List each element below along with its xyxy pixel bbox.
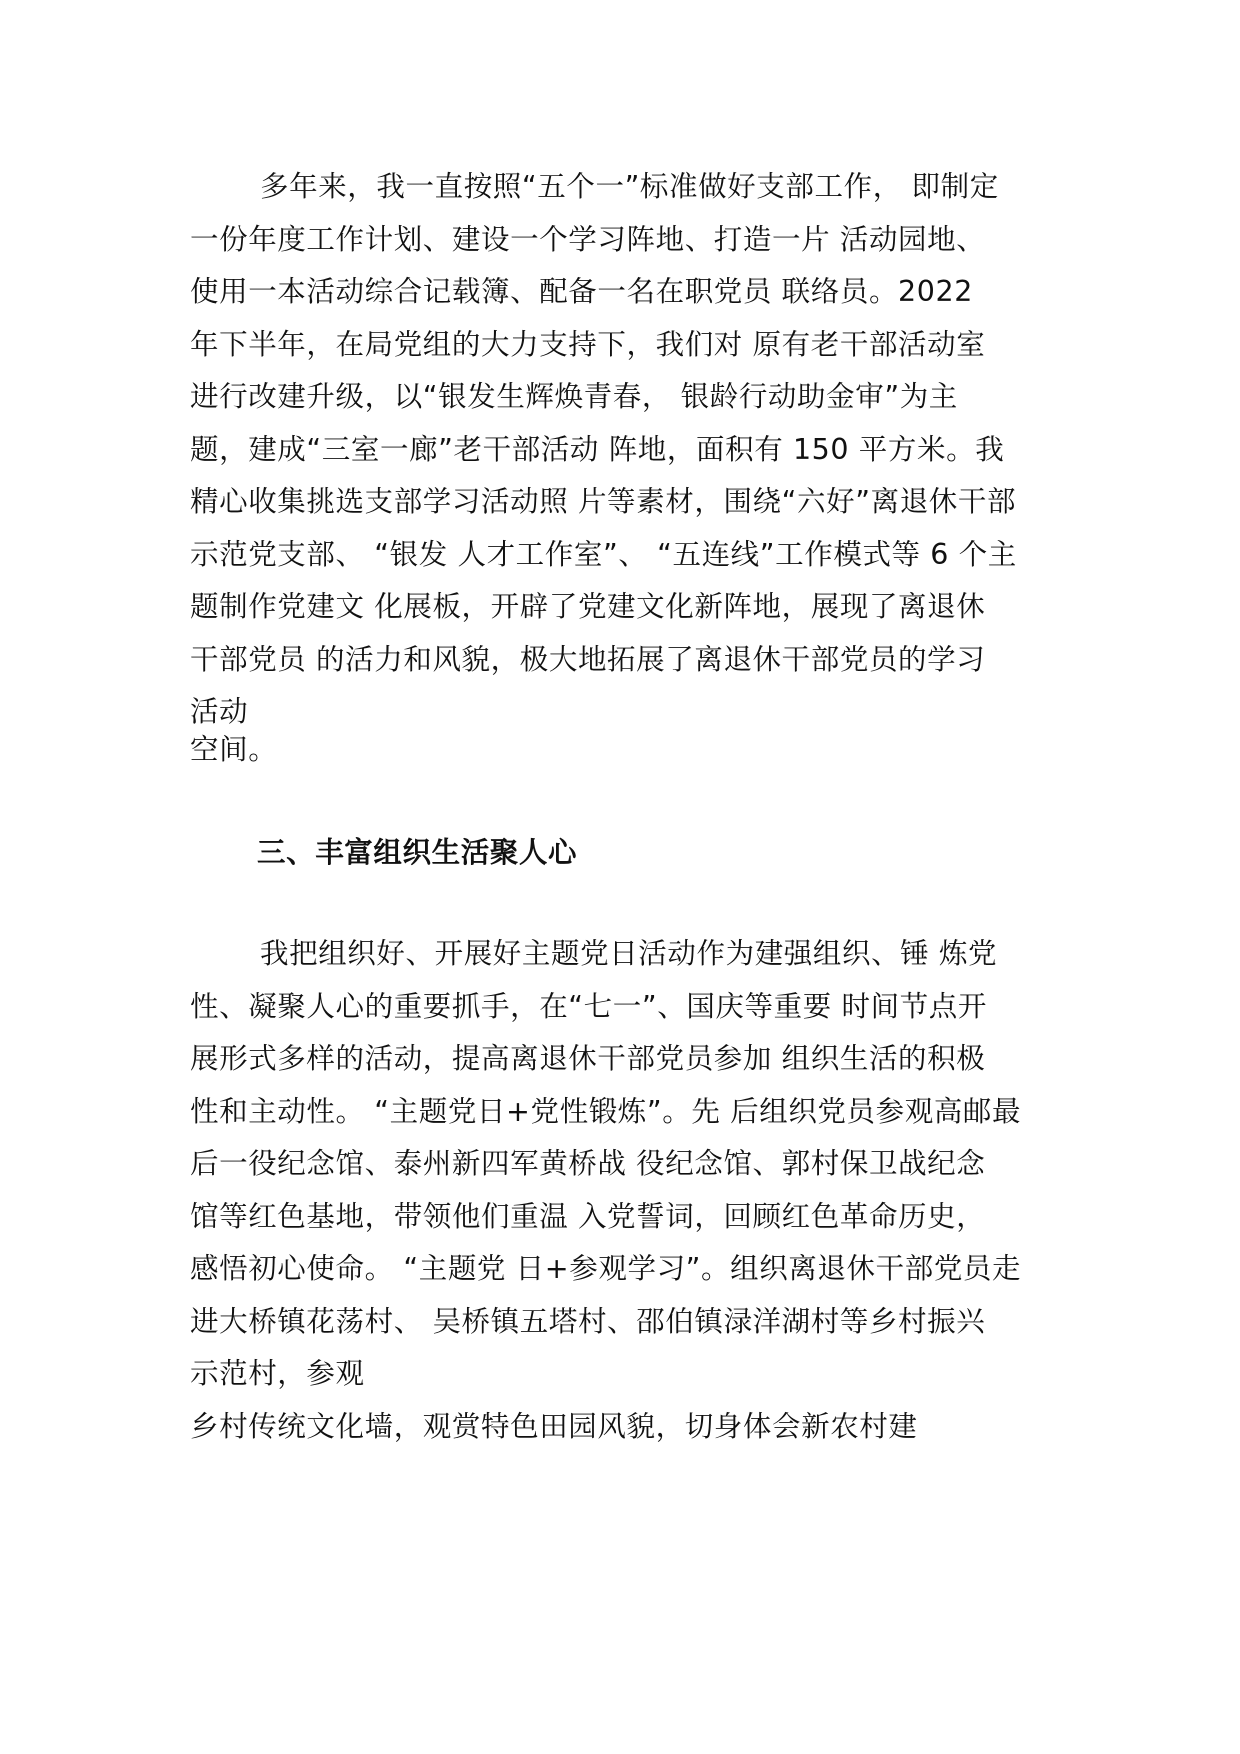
- paragraph-line: 示范村，参观: [190, 1357, 365, 1390]
- paragraph-line: 题，建成“三室一廊”老干部活动 阵地，面积有 150 平方米。我: [190, 432, 1005, 466]
- section-heading: [257, 827, 957, 880]
- paragraph-2: [190, 928, 1070, 1401]
- paragraph-line: 活动: [190, 695, 249, 728]
- paragraph-line: 多年来，我一直按照“五个一”标准做好支部工作， 即制定: [260, 170, 999, 203]
- paragraph-line: 年下半年，在局党组的大力支持下，我们对 原有老干部活动室: [190, 327, 986, 361]
- paragraph-line: 示范党支部、 “银发 人才工作室”、 “五连线”工作模式等 6 个主: [190, 537, 1017, 571]
- paragraph-1: [190, 161, 1070, 739]
- paragraph-line: 空间。: [190, 733, 278, 766]
- paragraph-line: 一份年度工作计划、建设一个学习阵地、打造一片 活动园地、: [190, 222, 986, 256]
- paragraph-line: 性和主动性。 “主题党日+党性锻炼”。先 后组织党员参观高邮最: [190, 1094, 1022, 1128]
- paragraph-line: 进大桥镇花荡村、 吴桥镇五塔村、邵伯镇渌洋湖村等乡村振兴: [190, 1304, 986, 1338]
- paragraph-line: 使用一本活动综合记载簿、配备一名在职党员 联络员。2022: [190, 275, 973, 308]
- paragraph-line: 后一役纪念馆、泰州新四军黄桥战 役纪念馆、郭村保卫战纪念: [190, 1147, 986, 1180]
- paragraph-line: 展形式多样的活动，提高离退休干部党员参加 组织生活的积极: [190, 1042, 986, 1075]
- paragraph-line: 我把组织好、开展好主题党日活动作为建强组织、锤 炼党: [260, 937, 998, 970]
- paragraph-line: 馆等红色基地，带领他们重温 入党誓词，回顾红色革命历史，: [190, 1199, 986, 1233]
- paragraph-line: 乡村传统文化墙，观赏特色田园风貌，切身体会新农村建: [190, 1410, 918, 1443]
- paragraph-line: 精心收集挑选支部学习活动照 片等素材，围绕“六好”离退休干部: [190, 485, 1017, 518]
- section-heading-text: 三、丰富组织生活聚人心: [257, 836, 578, 869]
- paragraph-line: 进行改建升级，以“银发生辉焕青春， 银龄行动助金审”为主: [190, 380, 958, 413]
- paragraph-2-tail: [190, 1401, 1070, 1454]
- paragraph-line: 题制作党建文 化展板，开辟了党建文化新阵地，展现了离退休: [190, 590, 986, 623]
- paragraph-line: 感悟初心使命。 “主题党 日+参观学习”。组织离退休干部党员走: [190, 1252, 1022, 1285]
- paragraph-line: 性、凝聚人心的重要抓手，在“七一”、国庆等重要 时间节点开: [190, 989, 987, 1023]
- paragraph-1-tail: [190, 724, 1070, 777]
- paragraph-line: 干部党员 的活力和风貌，极大地拓展了离退休干部党员的学习: [190, 642, 986, 676]
